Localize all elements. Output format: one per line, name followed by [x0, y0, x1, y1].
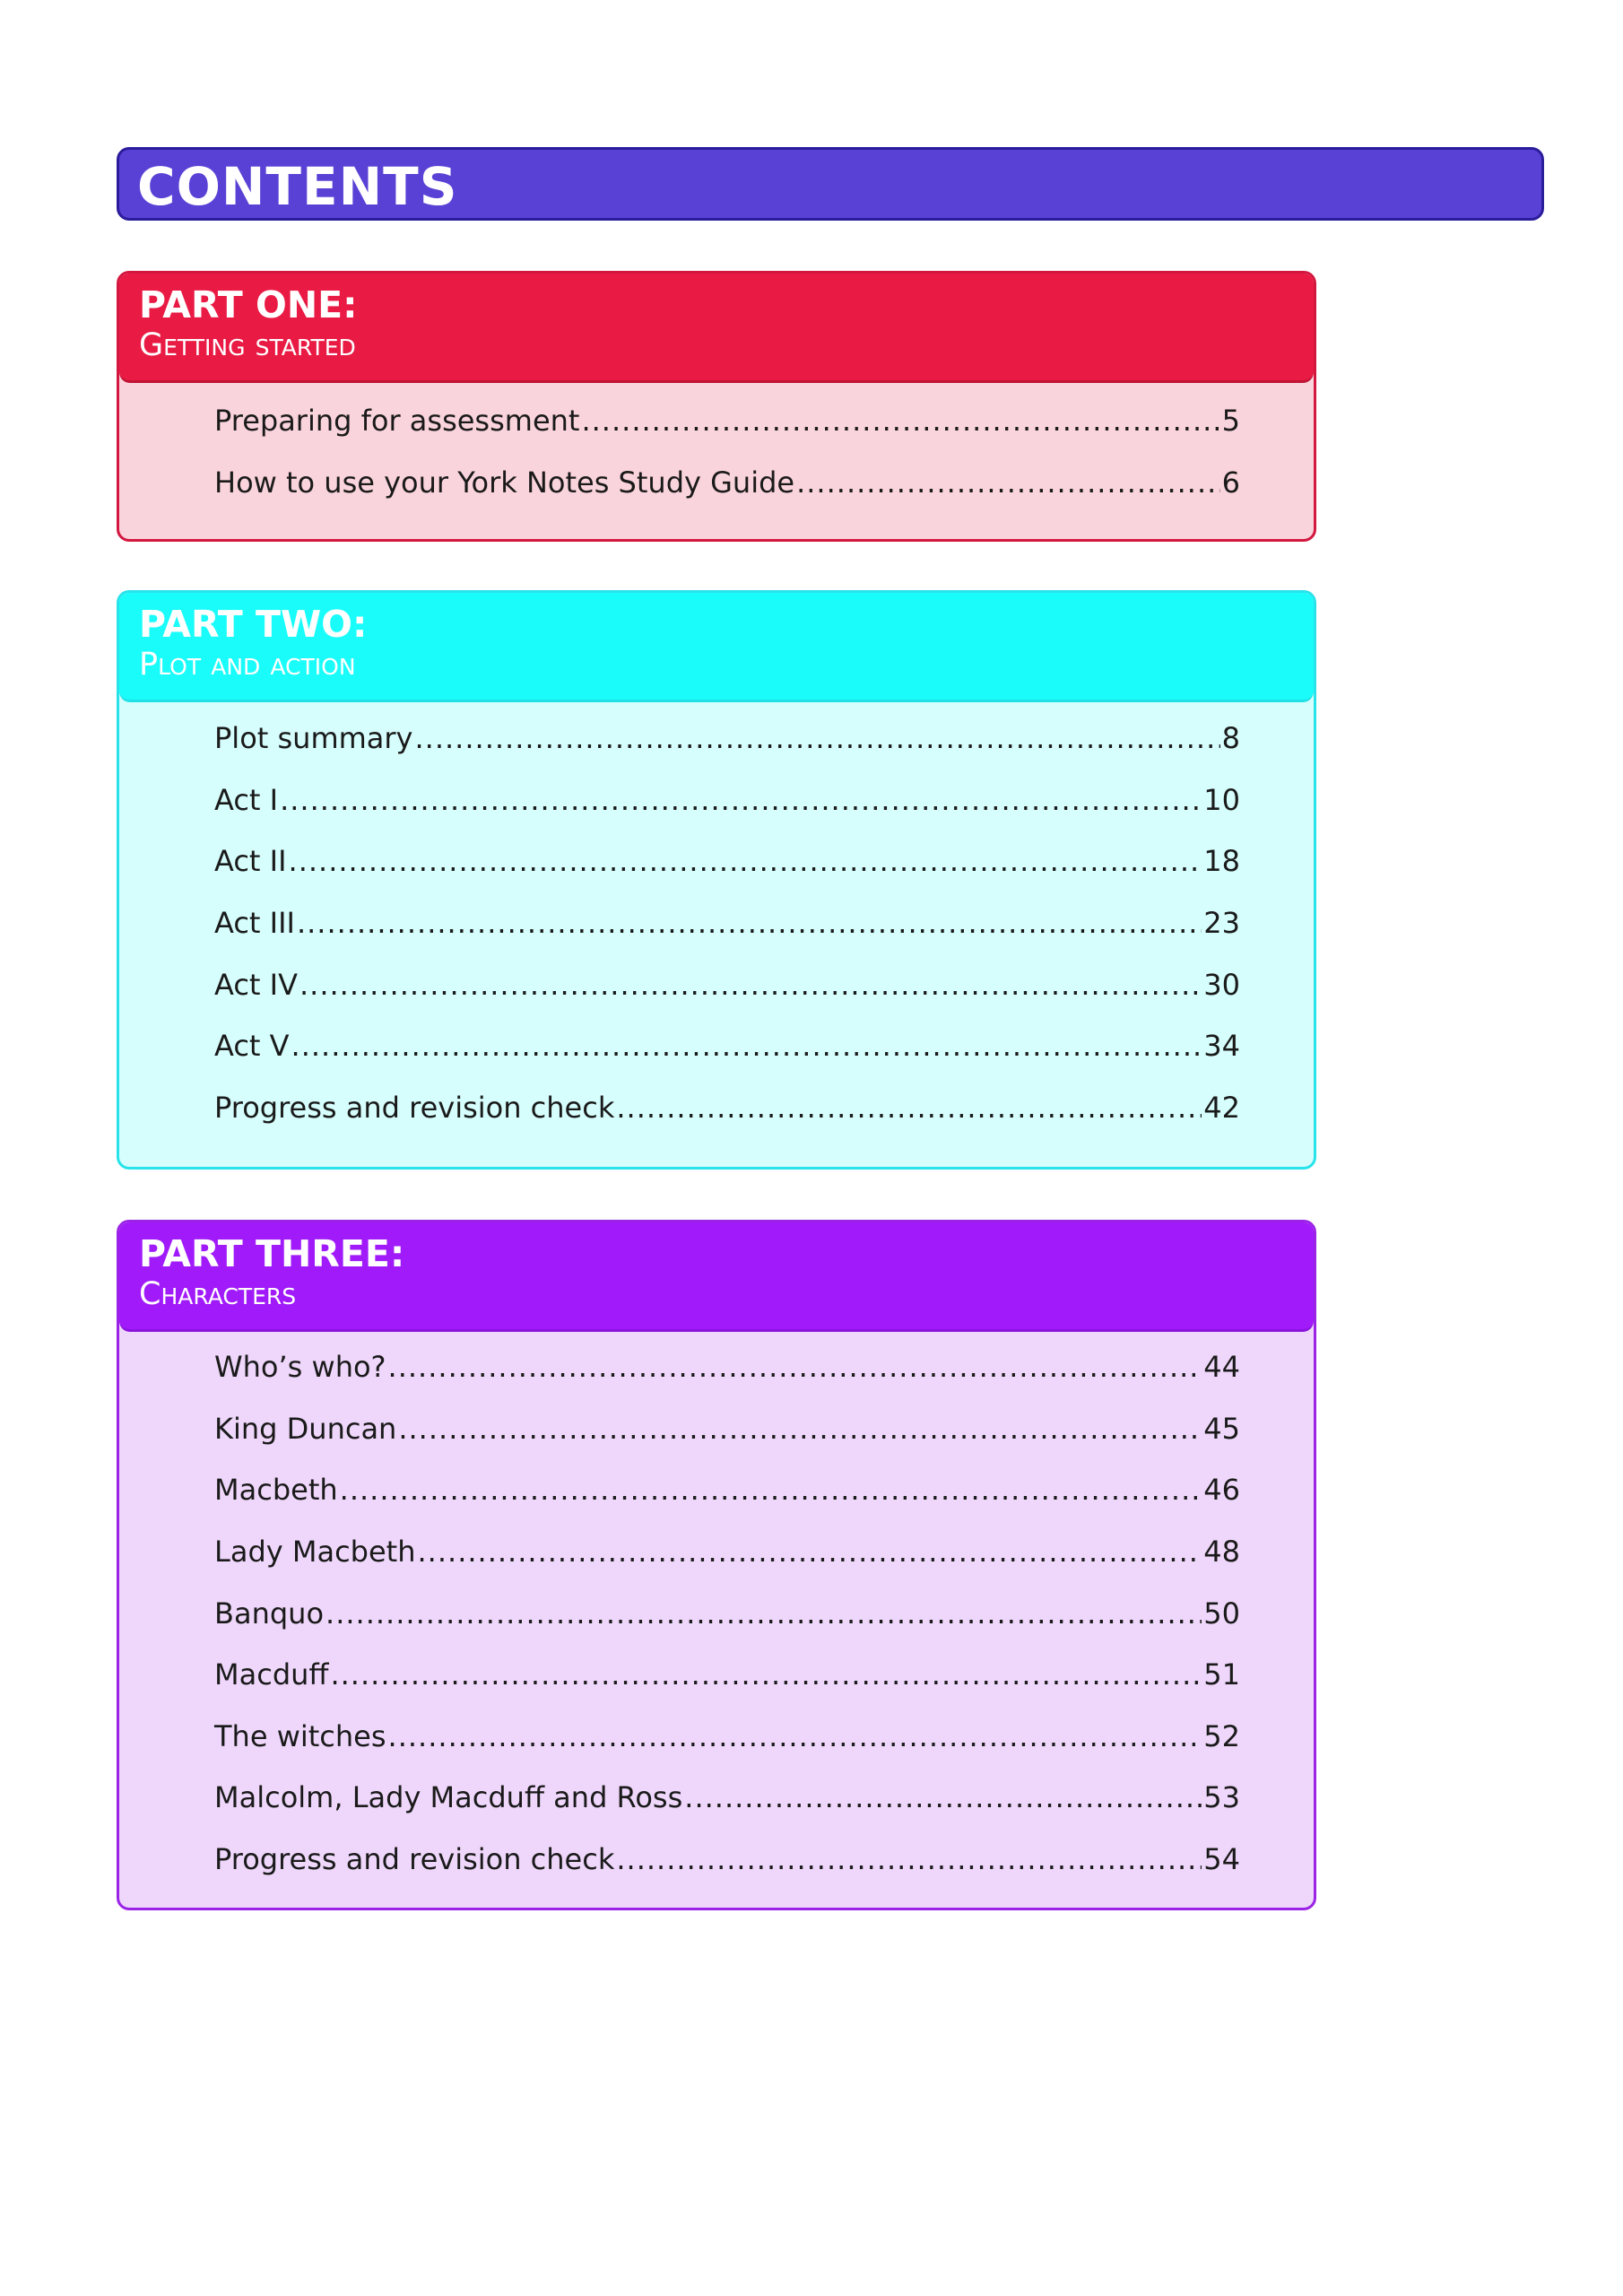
toc-entry-label: Act II [214, 844, 287, 879]
toc-entry-label: Macduff [214, 1657, 329, 1692]
toc-entry[interactable] [214, 1521, 1240, 1583]
part-three-header [119, 1222, 1314, 1332]
toc-entry[interactable] [214, 1077, 1240, 1139]
part-one-number: PART ONE: [139, 283, 358, 326]
toc-entry-page: 45 [1203, 1411, 1240, 1446]
toc-entry[interactable] [214, 1644, 1240, 1706]
toc-entry-page: 8 [1221, 721, 1240, 756]
toc-entry-page: 50 [1203, 1596, 1240, 1631]
toc-entry-label: Lady Macbeth [214, 1535, 416, 1570]
toc-entry[interactable] [214, 770, 1240, 831]
contents-banner [117, 147, 1544, 221]
toc-leader-dots [330, 1657, 1202, 1692]
toc-entry-label: Who’s who? [214, 1350, 386, 1385]
toc-entry-page: 46 [1203, 1473, 1240, 1508]
toc-leader-dots [796, 465, 1220, 500]
part-three-number: PART THREE: [139, 1232, 405, 1275]
toc-entry-page: 42 [1203, 1090, 1240, 1125]
toc-entry-page: 23 [1203, 906, 1240, 941]
toc-entry-label: Act I [214, 782, 279, 817]
toc-entry[interactable] [214, 1582, 1240, 1644]
toc-entry-page: 48 [1203, 1535, 1240, 1570]
page-title: CONTENTS [137, 156, 458, 217]
toc-leader-dots [299, 967, 1202, 1003]
toc-entry-label: Preparing for assessment [214, 404, 580, 439]
toc-entry[interactable] [214, 831, 1240, 892]
toc-entry[interactable] [214, 708, 1240, 770]
toc-leader-dots [414, 720, 1219, 756]
toc-entry-page: 51 [1203, 1657, 1240, 1692]
toc-leader-dots [616, 1841, 1202, 1877]
toc-entry[interactable] [214, 1015, 1240, 1077]
part-two-toc [119, 702, 1314, 1138]
toc-entry-page: 34 [1203, 1029, 1240, 1064]
toc-entry[interactable] [214, 1336, 1240, 1398]
toc-entry-label: Plot summary [214, 721, 413, 756]
toc-entry-label: Act V [214, 1029, 290, 1064]
toc-entry-label: Banquo [214, 1596, 325, 1631]
toc-entry-page: 44 [1203, 1350, 1240, 1385]
part-two-subtitle: Plot and action [139, 647, 356, 683]
toc-entry[interactable] [214, 1706, 1240, 1768]
toc-entry-label: The witches [214, 1718, 386, 1753]
part-two-section [117, 590, 1316, 1170]
part-one-section [117, 271, 1316, 542]
toc-entry-label: Macbeth [214, 1473, 338, 1508]
toc-entry-label: Malcolm, Lady Macduff and Ross [214, 1780, 683, 1815]
toc-leader-dots [325, 1596, 1202, 1631]
part-one-subtitle: Getting started [139, 327, 356, 363]
toc-entry[interactable] [214, 953, 1240, 1015]
toc-entry-label: How to use your York Notes Study Guide [214, 465, 795, 500]
toc-entry-page: 53 [1203, 1780, 1240, 1815]
toc-entry[interactable] [214, 390, 1240, 452]
toc-entry-page: 52 [1203, 1718, 1240, 1753]
toc-leader-dots [398, 1411, 1202, 1447]
toc-entry-page: 5 [1221, 404, 1240, 439]
part-one-header [119, 274, 1314, 383]
toc-entry[interactable] [214, 1459, 1240, 1521]
toc-entry[interactable] [214, 1767, 1240, 1829]
part-two-number: PART TWO: [139, 603, 368, 646]
toc-leader-dots [291, 1028, 1202, 1064]
toc-entry[interactable] [214, 1829, 1240, 1891]
toc-leader-dots [684, 1779, 1202, 1815]
toc-entry-page: 10 [1203, 782, 1240, 817]
toc-entry-page: 30 [1203, 967, 1240, 1002]
toc-entry-label: Act IV [214, 967, 298, 1002]
part-two-header [119, 593, 1314, 702]
toc-entry-label: Act III [214, 906, 295, 941]
toc-leader-dots [280, 782, 1202, 818]
toc-entry-label: Progress and revision check [214, 1842, 615, 1877]
part-three-toc [119, 1332, 1314, 1890]
toc-entry[interactable] [214, 892, 1240, 954]
toc-leader-dots [581, 403, 1219, 439]
toc-entry-page: 18 [1203, 844, 1240, 879]
toc-leader-dots [388, 1349, 1202, 1385]
toc-entry[interactable] [214, 1398, 1240, 1460]
toc-entry-label: Progress and revision check [214, 1090, 615, 1125]
toc-leader-dots [418, 1534, 1202, 1570]
part-three-section [117, 1220, 1316, 1910]
toc-entry-label: King Duncan [214, 1411, 397, 1446]
part-three-subtitle: Characters [139, 1276, 297, 1312]
toc-leader-dots [616, 1090, 1202, 1126]
toc-leader-dots [340, 1472, 1202, 1508]
toc-entry[interactable] [214, 452, 1240, 514]
toc-leader-dots [289, 843, 1202, 879]
toc-leader-dots [388, 1718, 1202, 1754]
toc-leader-dots [297, 905, 1202, 941]
part-one-toc [119, 383, 1314, 513]
toc-entry-page: 54 [1203, 1842, 1240, 1877]
toc-entry-page: 6 [1221, 465, 1240, 500]
